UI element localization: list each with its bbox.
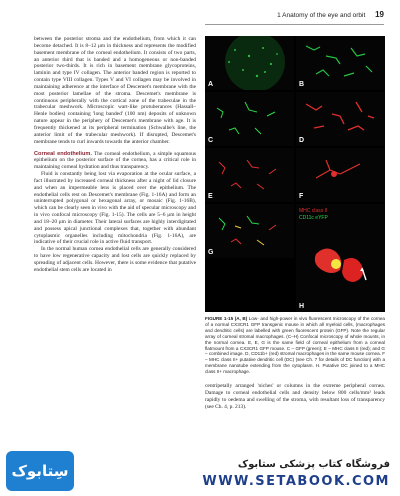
paragraph-descemet: between the posterior stroma and the endothelium, from which it can become detached. It is 8–12 μm in thickness and represents the modified basement membrane of the corneal endothelium. It consists of two parts, an anterior third that is banded and a homogeneous or non-banded posterior two-thirds. It is rich in basement membrane glycoproteins, laminin and type IV collagen. The anterior banded region is reported to contain type VIII collagen. Types V and VI collagen may be involved in maintaining adherence at the interface of Descemet's membrane with the most posterior lamellae of the stroma. Descemet's membrane is continuous peripherally with the cortical zone of the trabeculae in the trabecular meshwork. Microscopic wart-like protuberances (Hassall–Henle bodies) containing 'long banded' (100 nm) deposits of unknown nature appear in the periphery of Descemet's membrane with age. It is frequently thickened at its peripheral termination (Schwalbe's line, the anterior limit of the trabecular meshwork). If disrupted, Descemet's membrane tends to curl inwards towards the anterior chamber. [34,36,196,145]
figure-panel-g [205,204,294,258]
figure-panel-e [205,148,294,202]
panel-h-legend-mhc: MHC class II [299,208,328,214]
figure-panel-f [296,148,385,202]
panel-label-d: D [299,137,305,144]
running-header [200,10,384,24]
panel-label-g: G [208,249,214,256]
figure-panel-b [296,36,385,90]
paragraph-niches: centripetally arranged 'niches' or columns in the extreme peripheral cornea. Damage to corneal endothelial cells and density below 800 cells/mm² leads rapidly to oedema and swelling of the stroma, with resultant loss of transparency (see Ch. 4, p. 213). [205,383,385,410]
endothelium-intro-text: The corneal endothelium, a simple squamous epithelium on the posterior surface of the cornea, has a critical role in maintaining corneal hydration and thus transparency. [34,150,197,171]
panel-label-f: F [299,193,304,200]
right-column [205,36,385,410]
figure-panel-c [205,92,294,146]
caption-lead: FIGURE 1-15 (A, B) [205,316,248,321]
panel-g-image [205,204,294,258]
watermark-banner [0,446,400,496]
right-body-text [205,383,385,410]
left-column [34,36,196,274]
panel-a-image [205,36,294,90]
panel-h-legend-cd11c: CD11c eYFP [299,215,328,221]
panel-label-a: A [208,81,214,88]
panel-label-e: E [208,193,213,200]
panel-f-image [296,148,385,202]
panel-label-b: B [299,81,305,88]
caption-text: Low- and high-power in vivo fluorescent microscopy of the cornea of a normal CX3CR1 GFP transgenic mouse in which all myeloid cells, (macrophages and dendritic cells) are labelled with green fluorescent protein (GFP). Note the regular array of corneal stromal macrophages. (C–H) Confocal microscopy of whole mounts, in the normal cornea. E, E, G is the same field of corneal epithelium from a corneal flatmount from a CX3CR1 GFP mouse. C – GFP (green); E – MHC class II (red); and G – combined image. D, CD11b+ (red) stromal macrophages in the same mouse cornea. F – MHC class II+ putative dendritic cell (DC) (see Ch. 7 for details of DC function) with a membrane nanotube extending from the cytoplasm. H. Putative DC joined to a MHC class II+ macrophage. [205,316,385,375]
watermark-url[interactable]: WWW.SETABOOK.COM [202,474,390,489]
paragraph-fluid: Fluid is constantly being lost via evaporation at the ocular surface, a fact illustrated by increased corneal thickness after a night of lid closure and when an impermeable lens is placed over the epithelium. The endothelial cells rest on Descemet's membrane (Fig. 1-16A) and form an uninterrupted polygonal or hexagonal array, or mosaic (Fig. 1-16B), which can be clearly seen in vivo with the aid of specular microscopy and in vivo confocal microscopy (Fig. 1-15). The cells are 5–6 μm in height and 18–20 μm in diameter. Their lateral surfaces are highly interdigitated and possess apical junctional complexes that, together with abundant cytoplasmic organelles including mitochondria (Fig. 1-16A), are indicative of their crucial role in active fluid transport. [34,171,196,246]
figure-panel-a [205,36,294,90]
section-heading-endothelium: Corneal endothelium. [34,150,92,157]
figure-caption [205,316,385,375]
watermark-store-name: فروشگاه کتاب پزشکی ستابوک [237,459,390,470]
panel-b-image [296,36,385,90]
panel-label-h: H [299,303,305,310]
panel-e-image [205,148,294,202]
panel-c-image [205,92,294,146]
page-number: 19 [375,10,384,19]
chapter-title: 1 Anatomy of the eye and orbit [277,12,366,19]
paragraph-regeneration: In the normal human cornea endothelial cells are generally considered to have low regenerative capacity and lost cells are quickly replaced by spreading of adjacent cells. However, there is some evidence that putative endothelial stem cells are located in [34,246,196,273]
panel-d-image [296,92,385,146]
figure-panel-d [296,92,385,146]
setabook-logo: سِتابوک [6,451,74,491]
figure-panel-h [296,204,385,312]
figure-1-15 [205,36,385,312]
panel-label-c: C [208,137,214,144]
header-rule [205,24,384,25]
